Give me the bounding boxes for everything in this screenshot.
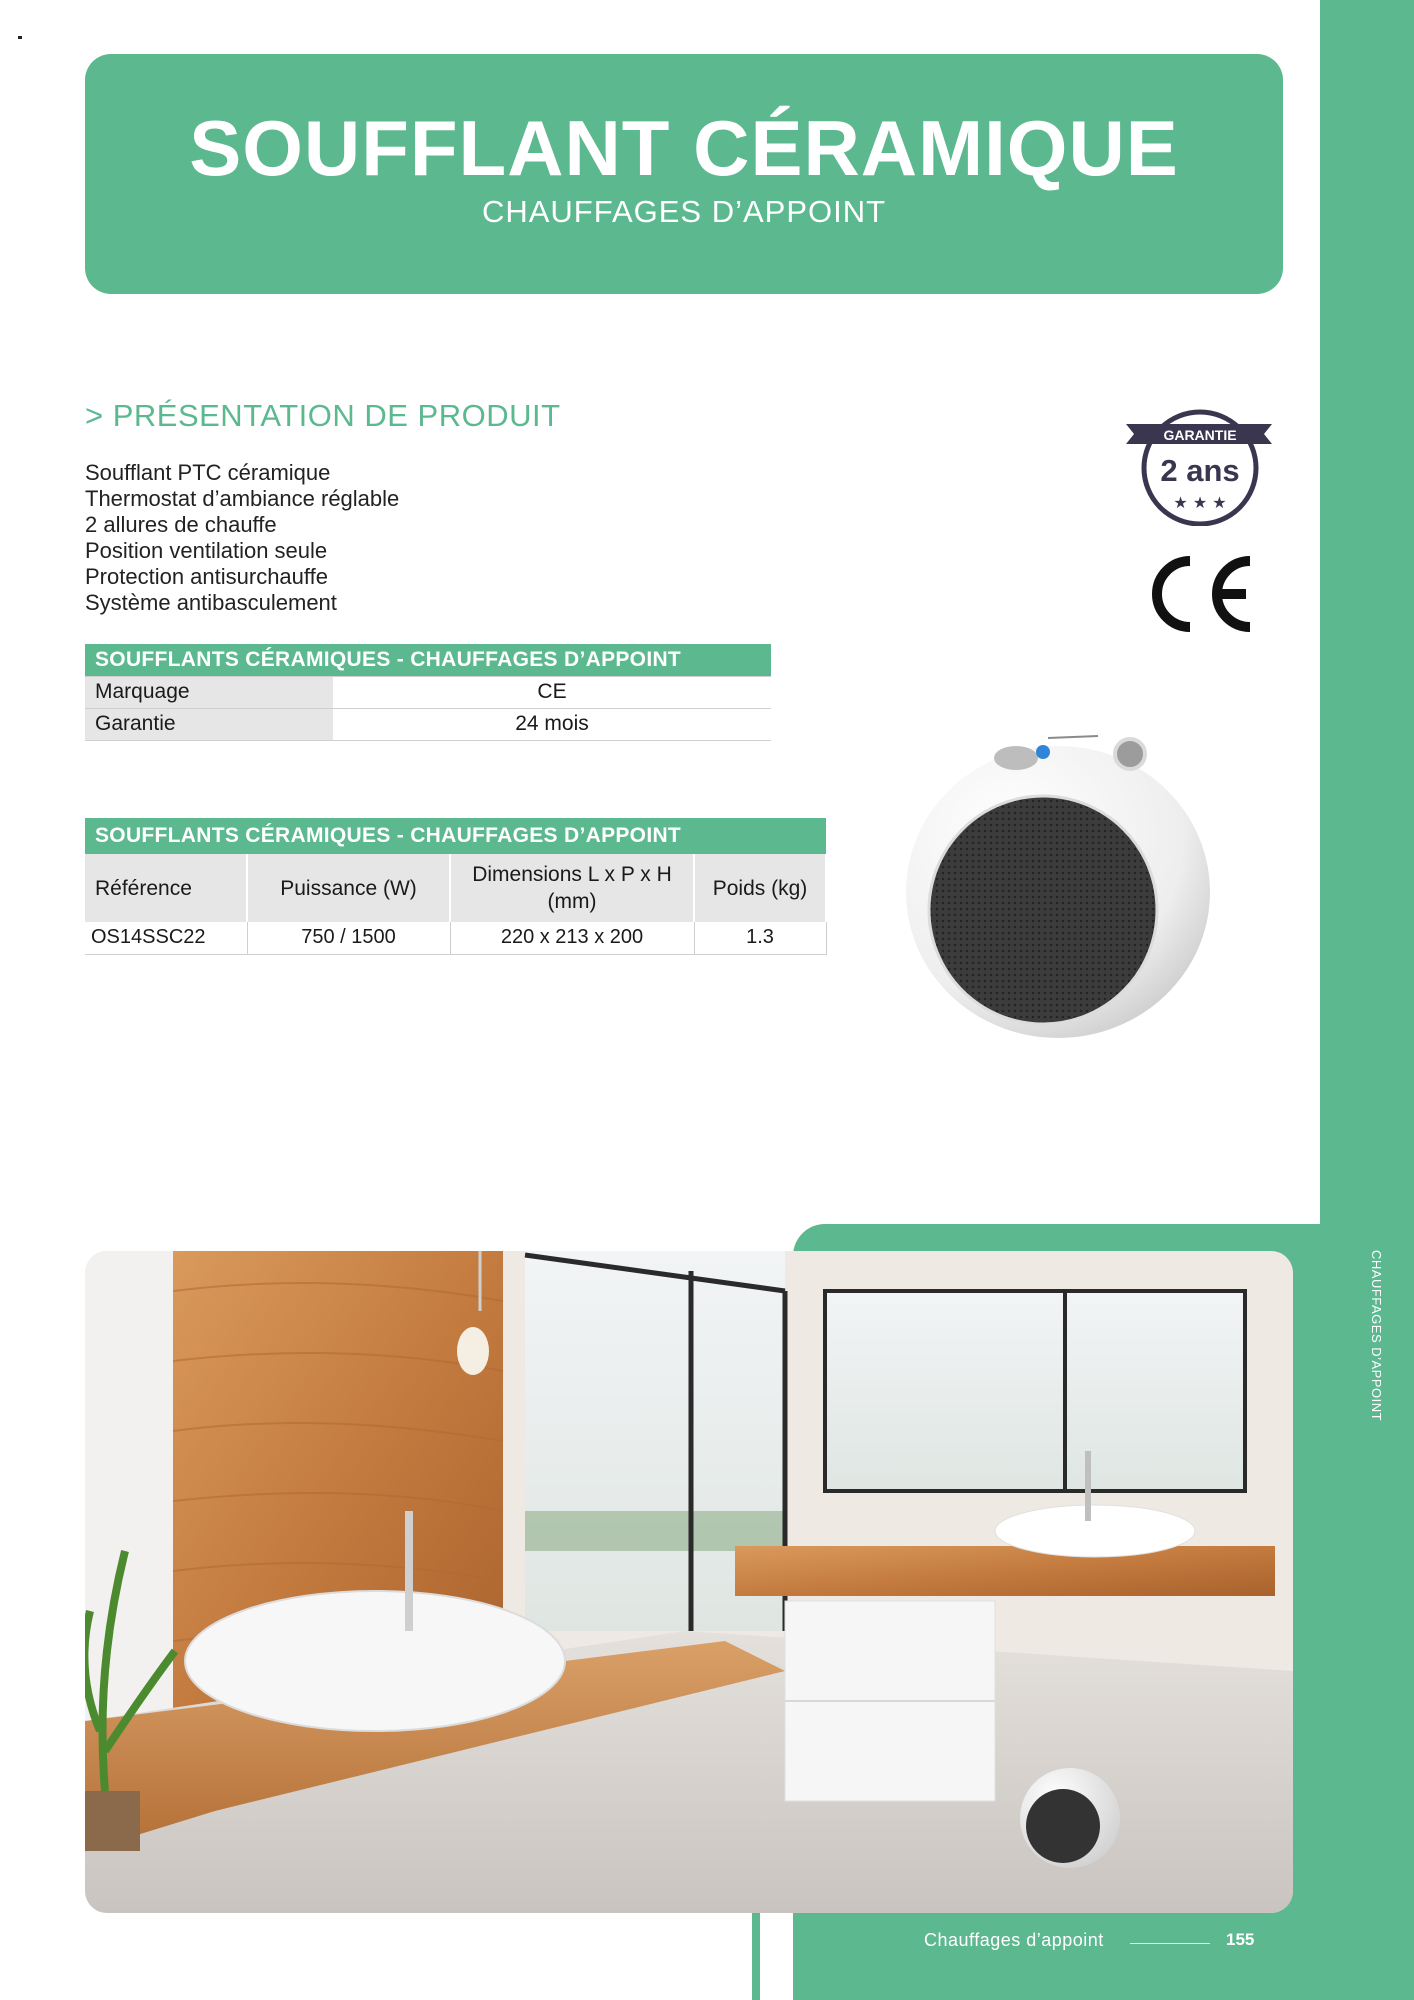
page-title: SOUFFLANT CÉRAMIQUE: [189, 104, 1179, 192]
side-band: [1320, 0, 1414, 2000]
general-info-table: [85, 644, 771, 741]
feature-list: [85, 460, 399, 616]
list-item: Thermostat d’ambiance réglable: [85, 486, 400, 511]
section-heading: > PRÉSENTATION DE PRODUIT: [85, 398, 561, 433]
column-header: Poids (kg): [694, 854, 826, 922]
table-row: [85, 708, 771, 740]
page-subtitle: CHAUFFAGES D’APPOINT: [481, 194, 887, 229]
header-banner: [85, 54, 1283, 294]
green-stripe: [752, 1913, 760, 2000]
table-cell: 220 x 213 x 200: [450, 922, 694, 954]
table-cell: Marquage: [85, 676, 333, 708]
svg-text:★ ★ ★: ★ ★ ★: [1173, 493, 1227, 512]
warranty-label: GARANTIE: [1163, 427, 1237, 443]
table-cell: Garantie: [85, 708, 333, 740]
footer-divider: [1130, 1943, 1210, 1944]
specifications-table: [85, 818, 827, 955]
side-tab[interactable]: [1352, 1250, 1392, 1422]
page-number: 155: [1226, 1930, 1255, 1949]
list-item: Position ventilation seule: [85, 538, 328, 563]
corner-mark: [18, 36, 22, 39]
heater-product-image: [898, 714, 1210, 1040]
bathroom-photo: [85, 1251, 1293, 1913]
side-tab-label: CHAUFFAGES D’APPOINT: [1369, 1250, 1384, 1422]
ce-mark-icon: [1142, 553, 1258, 635]
footer-section-label: Chauffages d’appoint: [924, 1930, 1104, 1950]
table-cell: CE: [333, 676, 771, 708]
list-item: 2 allures de chauffe: [85, 512, 277, 537]
table-cell: 750 / 1500: [247, 922, 450, 954]
table-caption: SOUFFLANTS CÉRAMIQUES - CHAUFFAGES D’APPOINT: [85, 818, 826, 854]
table-cell: 1.3: [694, 922, 826, 954]
warranty-badge-icon: [1122, 404, 1278, 526]
column-header: Référence: [85, 854, 247, 922]
warranty-duration: 2 ans: [1160, 453, 1240, 488]
table-cell: 24 mois: [333, 708, 771, 740]
table-header-row: [85, 854, 826, 922]
table-caption: SOUFFLANTS CÉRAMIQUES - CHAUFFAGES D’APPOINT: [85, 644, 771, 676]
table-row: [85, 676, 771, 708]
list-item: Système antibasculement: [85, 590, 337, 615]
column-header: Puissance (W): [247, 854, 450, 922]
table-cell: OS14SSC22: [85, 922, 247, 954]
column-header: Dimensions L x P x H (mm): [450, 854, 694, 922]
list-item: Soufflant PTC céramique: [85, 460, 331, 485]
table-row: [85, 922, 826, 954]
list-item: Protection antisurchauffe: [85, 564, 328, 589]
